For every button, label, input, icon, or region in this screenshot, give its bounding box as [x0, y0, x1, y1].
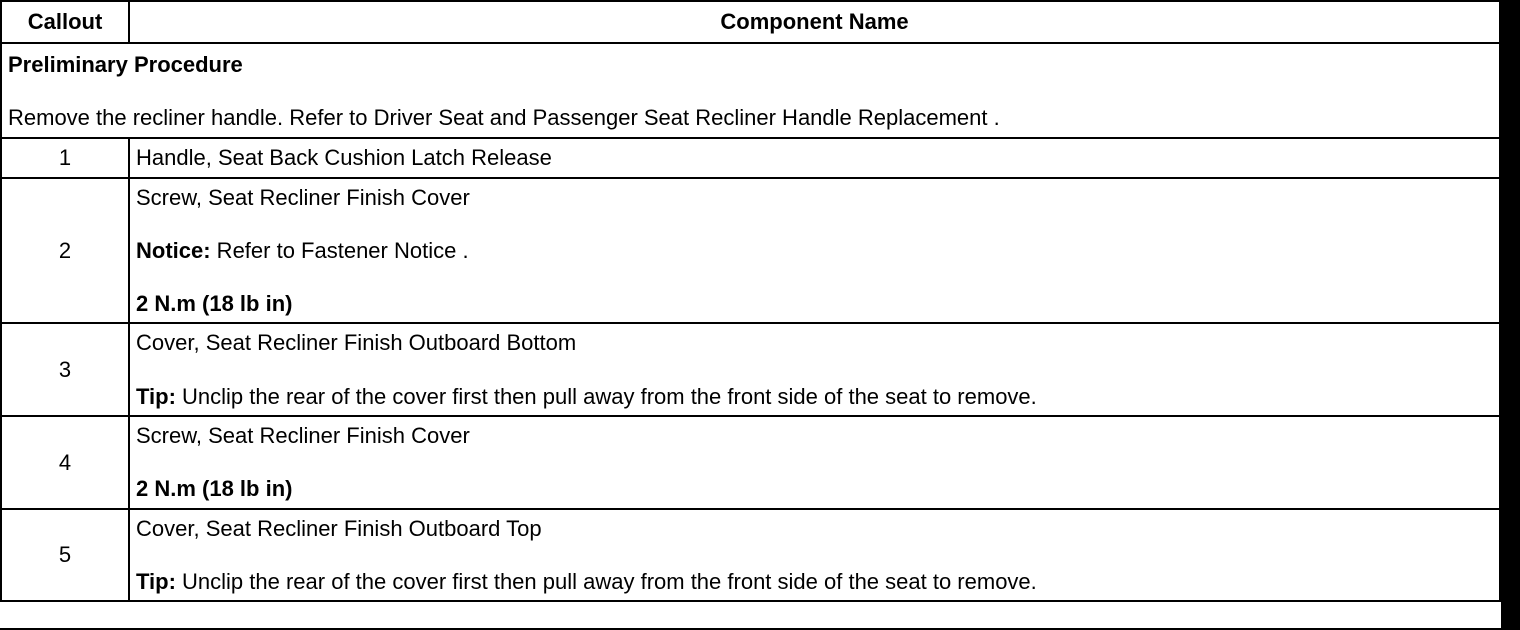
tip-text: Unclip the rear of the cover first then pull away from the front side of the seat to remove. — [175, 383, 1037, 409]
notice-line — [136, 238, 1493, 263]
tip-text: Unclip the rear of the cover first then pull away from the front side of the seat to remove. — [175, 568, 1037, 594]
table-row — [1, 509, 1500, 602]
notice-text: Refer to Fastener Notice . — [210, 237, 469, 263]
torque-spec: 2 N.m (18 lb in) — [136, 291, 293, 317]
callout-number: 4 — [1, 416, 129, 509]
component-name-cell — [129, 138, 1500, 178]
table-row — [1, 178, 1500, 324]
tip-line — [136, 569, 1493, 594]
component-name-cell — [129, 416, 1500, 509]
notice-label: Notice: — [136, 237, 211, 263]
torque-spec: 2 N.m (18 lb in) — [136, 476, 293, 502]
callout-number: 1 — [1, 138, 129, 178]
component-name-cell — [129, 178, 1500, 324]
component-name: Screw, Seat Recliner Finish Cover — [136, 423, 470, 449]
tip-line — [136, 384, 1493, 409]
header-callout: Callout — [1, 1, 129, 43]
header-component-name: Component Name — [129, 1, 1500, 43]
table-row — [1, 138, 1500, 178]
component-name-cell — [129, 323, 1500, 416]
tip-label: Tip: — [136, 383, 176, 409]
table-row — [1, 323, 1500, 416]
component-name: Screw, Seat Recliner Finish Cover — [136, 184, 470, 210]
callout-number: 3 — [1, 323, 129, 416]
table-header-row — [1, 1, 1500, 43]
preliminary-procedure-cell — [1, 43, 1500, 138]
preliminary-procedure-row — [1, 43, 1500, 138]
preliminary-procedure-title: Preliminary Procedure — [8, 52, 243, 77]
component-name: Cover, Seat Recliner Finish Outboard Bottom — [136, 330, 577, 356]
preliminary-procedure-text: Remove the recliner handle. Refer to Driver Seat and Passenger Seat Recliner Handle Replacement . — [8, 105, 1000, 131]
callout-number: 5 — [1, 509, 129, 602]
tip-label: Tip: — [136, 568, 176, 594]
component-name: Cover, Seat Recliner Finish Outboard Top — [136, 515, 542, 541]
callout-number: 2 — [1, 178, 129, 324]
component-name-cell — [129, 509, 1500, 602]
component-name: Handle, Seat Back Cushion Latch Release — [136, 144, 552, 170]
table-row — [1, 416, 1500, 509]
